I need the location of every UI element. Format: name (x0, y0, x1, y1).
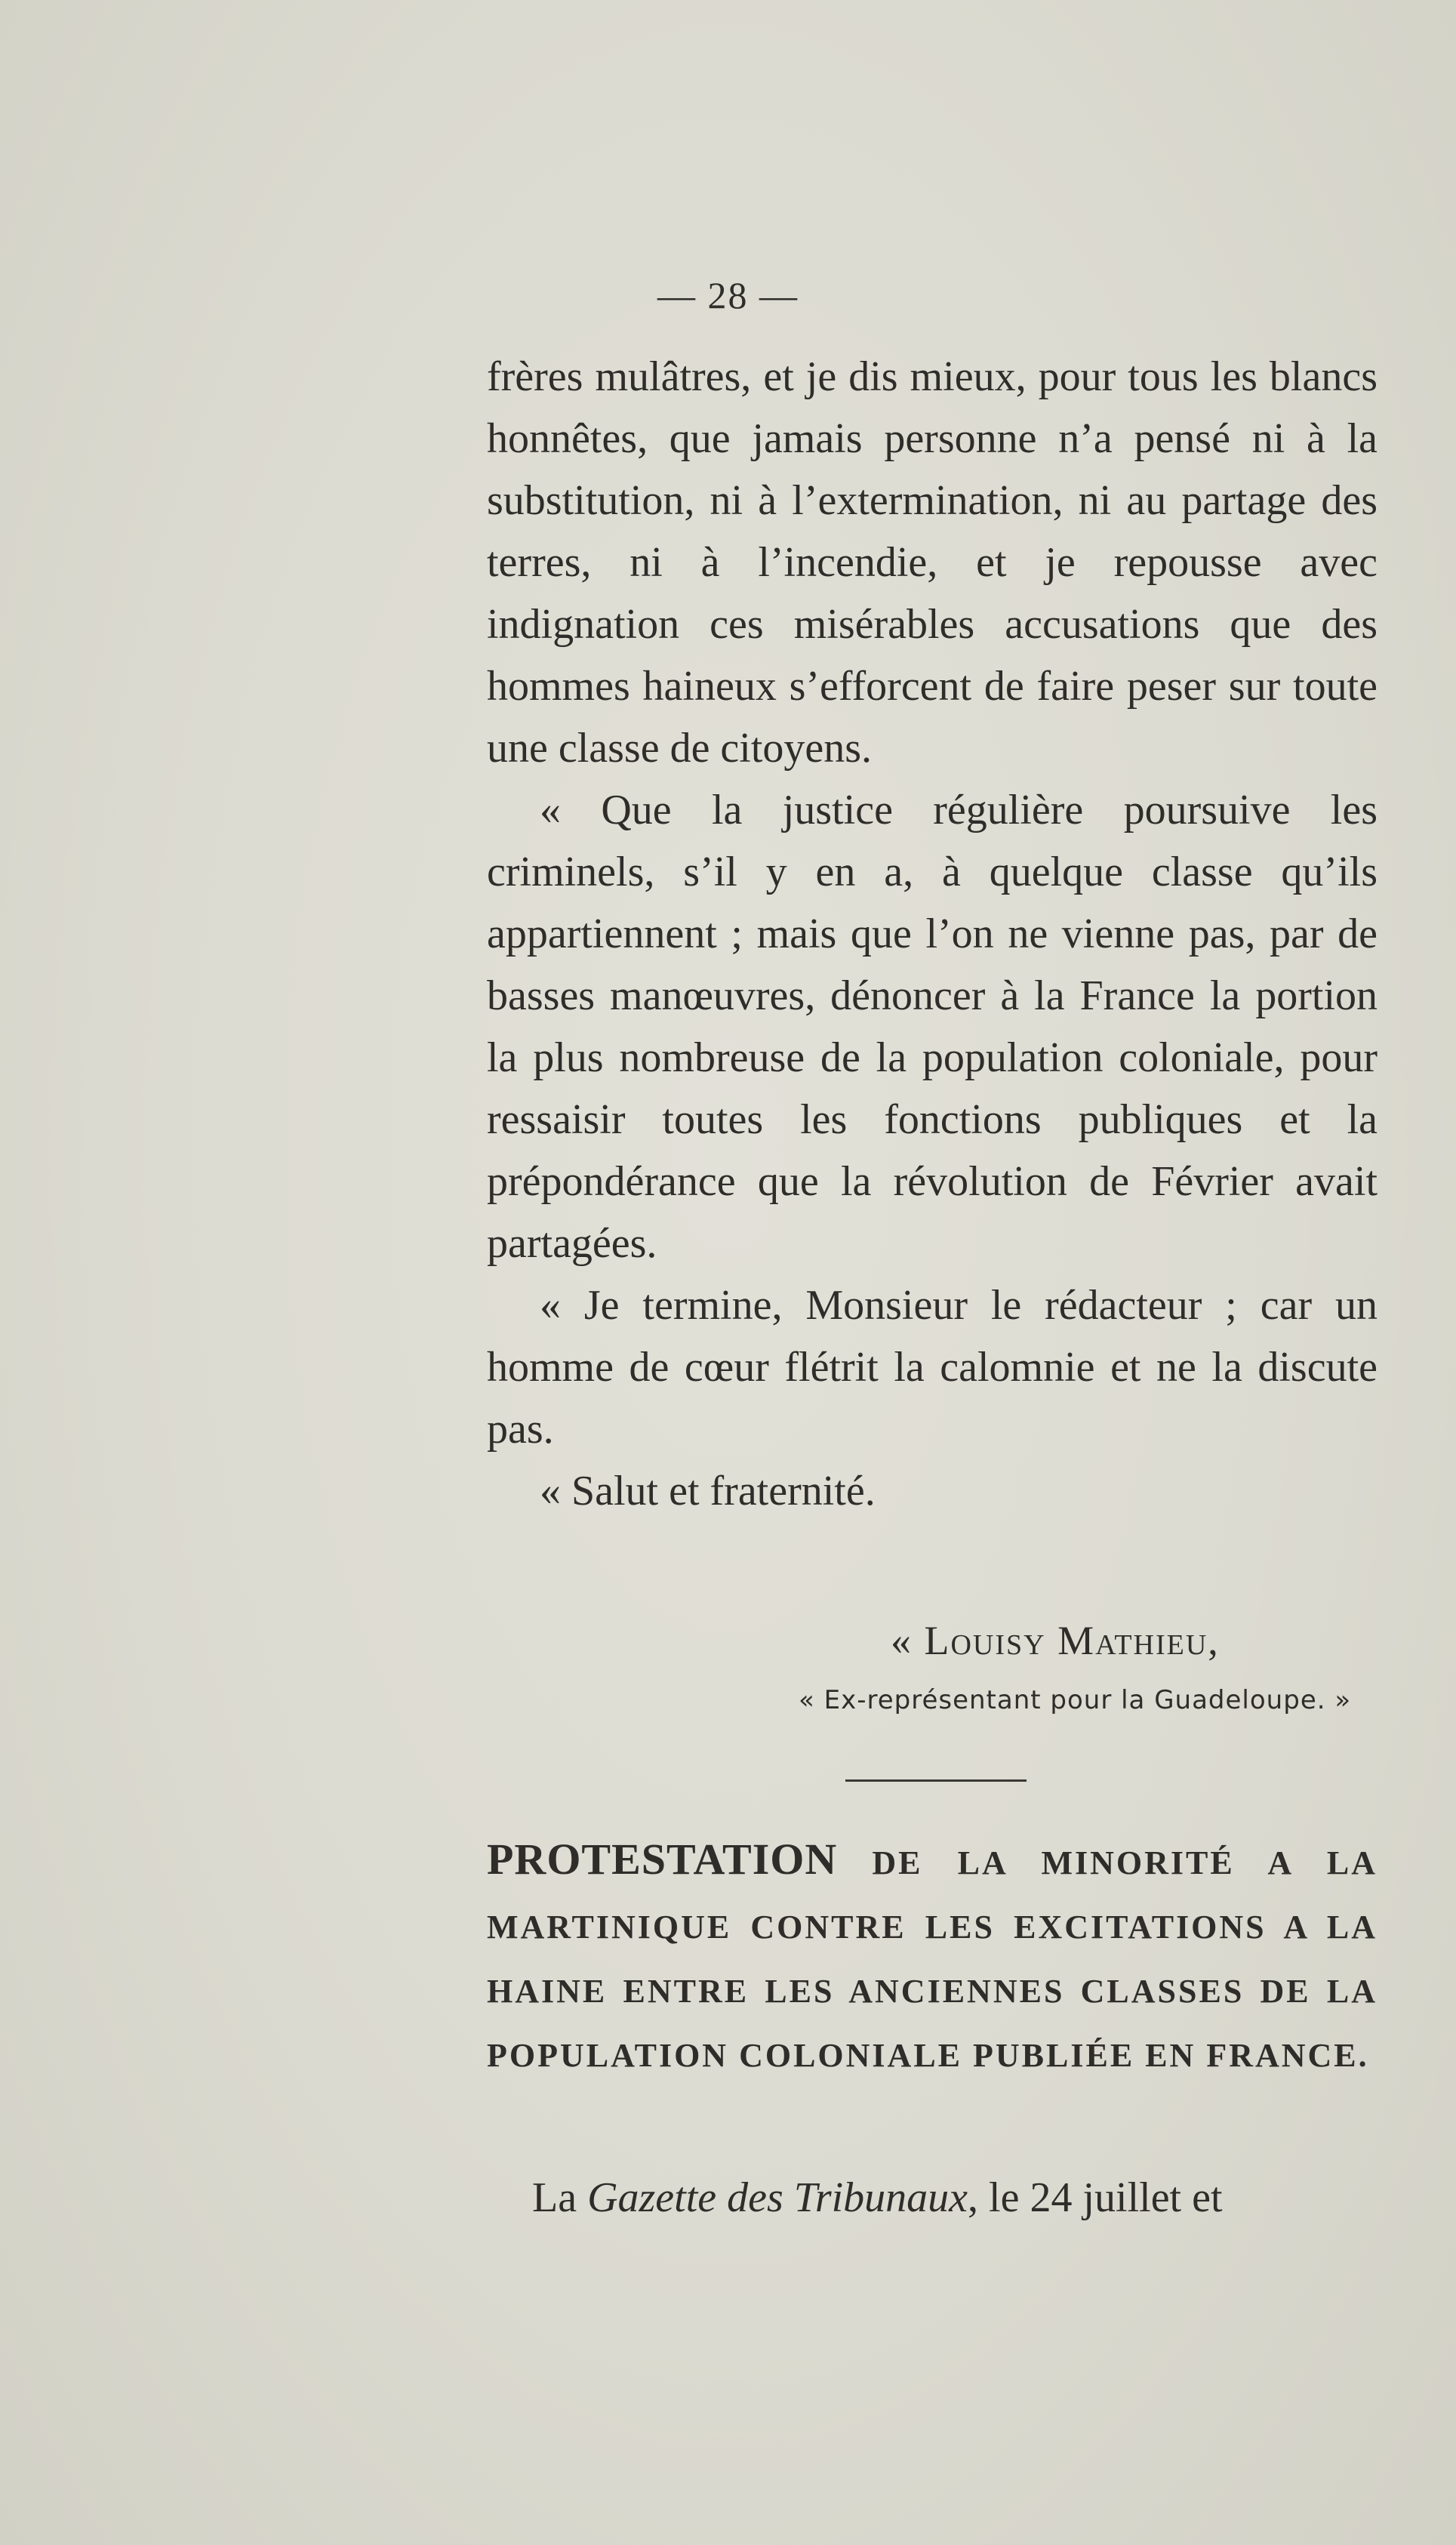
closing-line (532, 2167, 1378, 2229)
paragraph-continuation: frères mulâtres, et je dis mieux, pour tous les blancs honnêtes, que jamais personne n’a pensé ni à la substitution, ni à l’extermination, ni au partage des terres, ni à l’incendie, et je repousse avec indignation ces misérables accusations que des hommes haineux s’efforcent de faire peser sur toute une classe de citoyens. (487, 353, 1378, 772)
section-heading-rest: DE LA MINORITÉ A LA MARTINIQUE CONTRE LES EXCITATIONS A LA HAINE ENTRE LES ANCIENNES CLASSES DE LA POPULATION COLONIALE PUBLIÉE EN FRANCE. (487, 1844, 1378, 2074)
paragraph-conclusion: « Je termine, Monsieur le rédacteur ; car un homme de cœur flétrit la calomnie et ne la discute pas. (487, 1282, 1378, 1453)
page-number: — 28 — (657, 274, 799, 316)
signature-name: « Louisy Mathieu, (891, 1618, 1220, 1663)
closing-before: La (532, 2174, 588, 2221)
newspaper-title: Gazette des Tribunaux (587, 2174, 968, 2221)
letter-body (487, 346, 1378, 1522)
section-divider (845, 1779, 1027, 1782)
section-heading (487, 1827, 1378, 2087)
paragraph-justice: « Que la justice régulière poursuive les criminels, s’il y en a, à quelque classe qu’ils appartiennent ; mais que l’on ne vienne pas, par de basses manœuvres, dénoncer à la France la portion la plus nombreuse de la population coloniale, pour ressaisir toutes les fonctions publiques et la prépondérance que la révolution de Février avait partagées. (487, 787, 1378, 1267)
closing-after: , le 24 juillet et (968, 2174, 1223, 2221)
section-heading-lead: PROTESTATION (487, 1835, 838, 1884)
signature-title: « Ex-représentant pour la Guadeloupe. » (799, 1685, 1352, 1715)
paragraph-salutation: « Salut et fraternité. (540, 1468, 876, 1514)
